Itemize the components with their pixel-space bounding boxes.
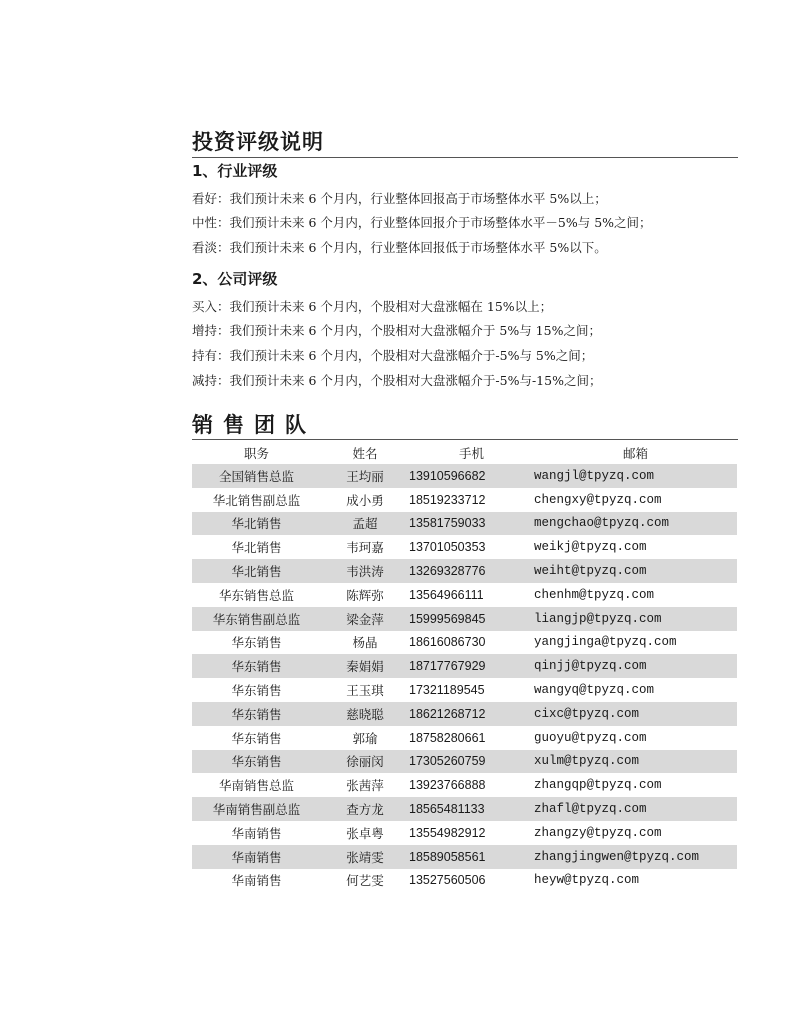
- table-row: [192, 750, 737, 774]
- phone-cell: 17305260759: [409, 750, 534, 774]
- rating-title: 投资评级说明: [192, 129, 324, 154]
- company-rating-line: 减持：我们预计未来 6 个月内，个股相对大盘涨幅介于-5%与-15%之间；: [192, 373, 602, 388]
- phone-cell: 13564966111: [409, 587, 484, 602]
- name-cell: 张卓粤: [346, 825, 384, 841]
- phone-cell: 13269328776: [409, 559, 534, 583]
- name-cell: 韦洪涛: [321, 559, 409, 583]
- industry-rating-line: 看好：我们预计未来 6 个月内，行业整体回报高于市场整体水平 5%以上；: [192, 191, 607, 206]
- table-row: [192, 869, 737, 893]
- position-cell: 华南销售: [231, 825, 282, 841]
- email-cell: qinjj@tpyzq.com: [534, 654, 737, 678]
- name-cell: 郭瑜: [352, 730, 378, 746]
- name-cell: 查方龙: [321, 797, 409, 821]
- position-cell: 华东销售: [192, 654, 321, 678]
- phone-cell: 13527560506: [409, 873, 486, 888]
- position-cell: 华南销售: [192, 845, 321, 869]
- table-row: [192, 631, 737, 655]
- name-cell: 何艺雯: [346, 873, 384, 889]
- email-cell: weikj@tpyzq.com: [534, 540, 647, 555]
- phone-cell: 15999569845: [409, 607, 534, 631]
- position-cell: 华南销售: [231, 873, 282, 889]
- table-row: [192, 488, 737, 512]
- table-row: [192, 726, 737, 750]
- email-cell: zhangzy@tpyzq.com: [534, 825, 662, 840]
- phone-cell: 18616086730: [409, 635, 486, 650]
- email-cell: guoyu@tpyzq.com: [534, 730, 647, 745]
- phone-cell: 18565481133: [409, 797, 534, 821]
- email-cell: weiht@tpyzq.com: [534, 559, 737, 583]
- phone-cell: 18717767929: [409, 654, 534, 678]
- company-rating-line: 增持：我们预计未来 6 个月内，个股相对大盘涨幅介于 5%与 15%之间；: [192, 323, 601, 338]
- email-cell: chenhm@tpyzq.com: [534, 587, 655, 602]
- email-cell: cixc@tpyzq.com: [534, 702, 737, 726]
- table-row: [192, 535, 737, 559]
- name-cell: 王玉琪: [346, 683, 384, 699]
- sales-team-title: 销售团队: [192, 412, 316, 437]
- sales-team-table: [192, 442, 737, 892]
- email-cell: zhangqp@tpyzq.com: [534, 778, 662, 793]
- name-cell: 徐丽闵: [321, 750, 409, 774]
- industry-rating-line: 中性：我们预计未来 6 个月内，行业整体回报介于市场整体水平－5%与 5%之间；: [192, 215, 652, 230]
- email-cell: yangjinga@tpyzq.com: [534, 635, 677, 650]
- position-cell: 华南销售副总监: [192, 797, 321, 821]
- position-cell: 华北销售副总监: [212, 492, 301, 508]
- column-header-position: 职务: [243, 446, 269, 461]
- email-cell: heyw@tpyzq.com: [534, 873, 640, 888]
- name-cell: 张靖雯: [321, 845, 409, 869]
- name-cell: 秦娟娟: [321, 654, 409, 678]
- phone-cell: 13923766888: [409, 778, 486, 793]
- name-cell: 张茜萍: [346, 778, 384, 794]
- position-cell: 华东销售: [231, 730, 282, 746]
- phone-cell: 18519233712: [409, 492, 486, 507]
- phone-cell: 13554982912: [409, 825, 486, 840]
- phone-cell: 13581759033: [409, 512, 534, 536]
- name-cell: 王均丽: [321, 464, 409, 488]
- table-row: [192, 773, 737, 797]
- table-row: [192, 821, 737, 845]
- industry-rating-heading: 1、行业评级: [192, 162, 278, 180]
- position-cell: 华东销售总监: [218, 587, 294, 603]
- table-row: [192, 512, 737, 536]
- email-cell: mengchao@tpyzq.com: [534, 512, 737, 536]
- phone-cell: 18621268712: [409, 702, 534, 726]
- phone-cell: 17321189545: [409, 683, 485, 698]
- company-rating-heading: 2、公司评级: [192, 270, 278, 288]
- table-row: [192, 797, 737, 821]
- table-row: [192, 559, 737, 583]
- column-header-phone: 手机: [458, 446, 484, 461]
- position-cell: 华北销售: [192, 512, 321, 536]
- position-cell: 华东销售副总监: [192, 607, 321, 631]
- name-cell: 杨晶: [352, 635, 378, 651]
- name-cell: 成小勇: [346, 492, 384, 508]
- position-cell: 华东销售: [231, 635, 282, 651]
- position-cell: 华东销售: [192, 750, 321, 774]
- position-cell: 全国销售总监: [192, 464, 321, 488]
- table-header-row: [192, 442, 737, 464]
- table-row: [192, 464, 737, 488]
- name-cell: 韦珂嘉: [346, 540, 384, 556]
- table-row: [192, 845, 737, 869]
- phone-cell: 18589058561: [409, 845, 534, 869]
- column-header-name: 姓名: [352, 446, 378, 461]
- team-divider: [192, 439, 738, 440]
- company-rating-line: 持有：我们预计未来 6 个月内，个股相对大盘涨幅介于-5%与 5%之间；: [192, 348, 594, 363]
- position-cell: 华东销售: [231, 683, 282, 699]
- name-cell: 慈晓聪: [321, 702, 409, 726]
- column-header-email: 邮箱: [622, 446, 648, 461]
- table-body: [192, 464, 737, 892]
- phone-cell: 13701050353: [409, 540, 486, 555]
- table-row: [192, 702, 737, 726]
- position-cell: 华北销售: [192, 559, 321, 583]
- table-row: [192, 583, 737, 607]
- phone-cell: 18758280661: [409, 730, 486, 745]
- email-cell: wangyq@tpyzq.com: [534, 683, 655, 698]
- email-cell: chengxy@tpyzq.com: [534, 492, 662, 507]
- email-cell: xulm@tpyzq.com: [534, 750, 737, 774]
- email-cell: wangjl@tpyzq.com: [534, 464, 737, 488]
- position-cell: 华北销售: [231, 540, 282, 556]
- position-cell: 华东销售: [192, 702, 321, 726]
- title-divider: [192, 157, 738, 158]
- table-row: [192, 678, 737, 702]
- position-cell: 华南销售总监: [218, 778, 294, 794]
- industry-rating-line: 看淡：我们预计未来 6 个月内，行业整体回报低于市场整体水平 5%以下。: [192, 240, 607, 255]
- email-cell: liangjp@tpyzq.com: [534, 607, 737, 631]
- name-cell: 梁金萍: [321, 607, 409, 631]
- email-cell: zhangjingwen@tpyzq.com: [534, 845, 737, 869]
- company-rating-line: 买入：我们预计未来 6 个月内，个股相对大盘涨幅在 15%以上；: [192, 299, 553, 314]
- email-cell: zhafl@tpyzq.com: [534, 797, 737, 821]
- table-row: [192, 654, 737, 678]
- name-cell: 孟超: [321, 512, 409, 536]
- phone-cell: 13910596682: [409, 464, 534, 488]
- table-row: [192, 607, 737, 631]
- name-cell: 陈辉弥: [346, 587, 384, 603]
